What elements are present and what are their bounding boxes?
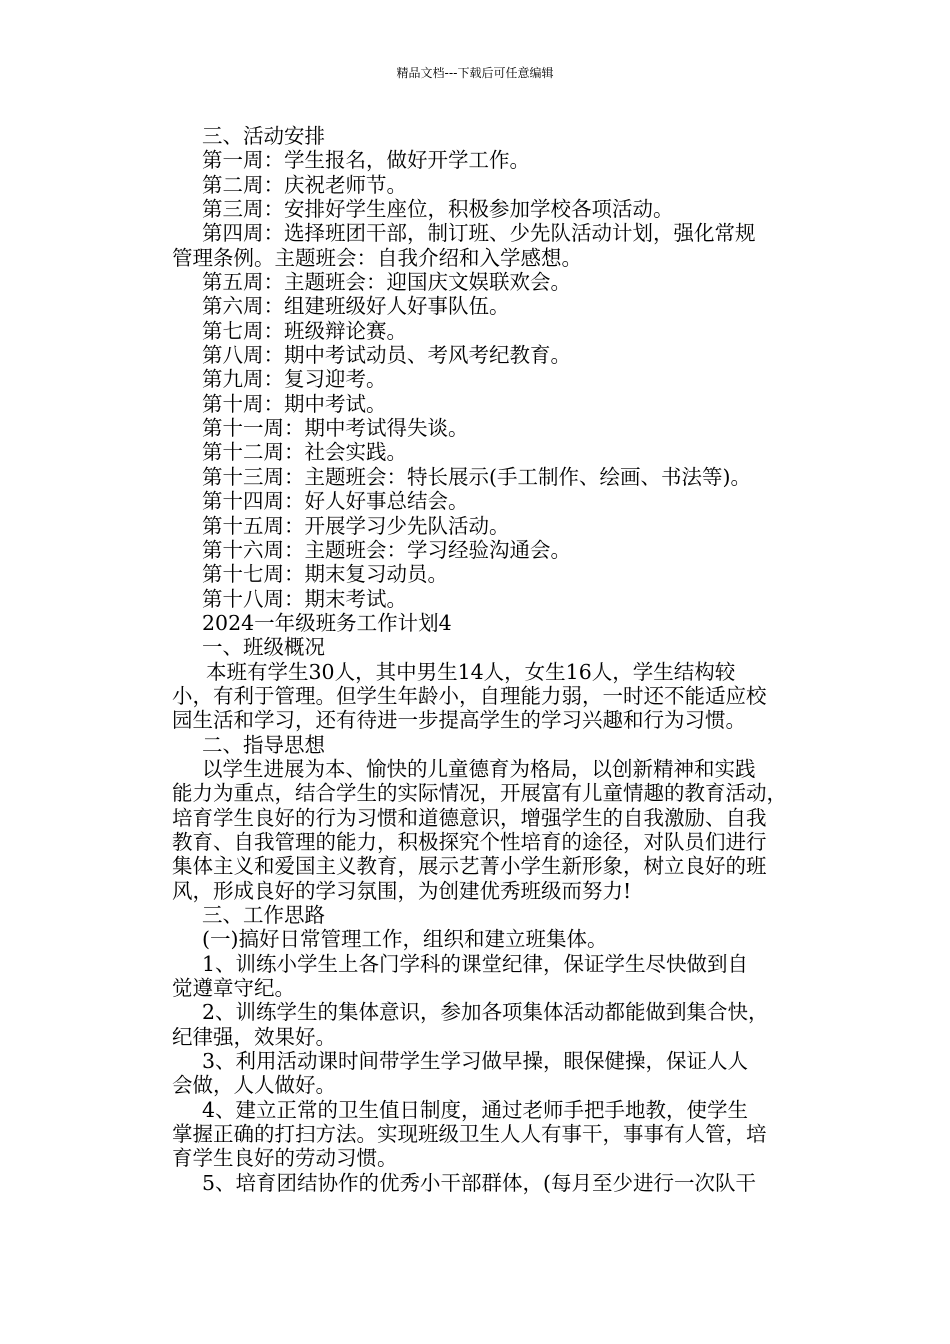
text-line: 2、训练学生的集体意识，参加各项集体活动都能做到集合快， <box>202 1000 769 1025</box>
text-line: 第三周：安排好学生座位，积极参加学校各项活动。 <box>202 197 674 222</box>
text-line: 2024一年级班务工作计划4 <box>202 610 452 635</box>
text-line: 第五周：主题班会：迎国庆文娱联欢会。 <box>202 270 571 295</box>
document-body <box>172 124 812 1195</box>
text-line: 能力为重点，结合学生的实际情况，开展富有儿童情趣的教育活动， <box>172 781 787 806</box>
text-line: 园生活和学习，还有待进一步提高学生的学习兴趣和行为习惯。 <box>172 708 746 733</box>
text-line: 三、工作思路 <box>202 903 325 927</box>
text-line: 第十七周：期末复习动员。 <box>202 562 448 587</box>
text-line: 觉遵章守纪。 <box>172 976 295 1001</box>
text-line: 培育学生良好的行为习惯和道德意识，增强学生的自我激励、自我 <box>172 805 767 830</box>
text-line: 管理条例。主题班会：自我介绍和入学感想。 <box>172 245 582 270</box>
text-line: 第十六周：主题班会：学习经验沟通会。 <box>202 537 571 562</box>
text-line: 会做，人人做好。 <box>172 1073 336 1098</box>
text-line: 第七周：班级辩论赛。 <box>202 318 407 343</box>
text-line: 第十五周：开展学习少先队活动。 <box>202 513 510 538</box>
text-line: 以学生进展为本、愉快的儿童德育为格局，以创新精神和实践 <box>202 756 756 781</box>
text-line: 第一周：学生报名，做好开学工作。 <box>202 148 530 173</box>
text-line: 掌握正确的打扫方法。实现班级卫生人人有事干，事事有人管，培 <box>172 1122 767 1147</box>
text-line: 小，有利于管理。但学生年龄小，自理能力弱，一时还不能适应校 <box>172 683 767 708</box>
text-line: 第九周：复习迎考。 <box>202 367 387 392</box>
text-line: 第十周：期中考试。 <box>202 391 387 416</box>
text-line: 教育、自我管理的能力，积极探究个性培育的途径，对队员们进行 <box>172 829 767 854</box>
text-line: (一)搞好日常管理工作，组织和建立班集体。 <box>202 927 608 952</box>
text-line: 1、训练小学生上各门学科的课堂纪律，保证学生尽快做到自 <box>202 951 749 976</box>
text-line: 本班有学生30人，其中男生14人，女生16人，学生结构较 <box>206 659 736 684</box>
text-line: 第四周：选择班团干部，制订班、少先队活动计划，强化常规 <box>202 221 756 246</box>
text-line: 4、建立正常的卫生值日制度，通过老师手把手地教，使学生 <box>202 1097 749 1122</box>
text-line: 第十三周：主题班会：特长展示(手工制作、绘画、书法等)。 <box>202 464 751 489</box>
text-line: 第十二周：社会实践。 <box>202 440 407 465</box>
text-line: 第十四周：好人好事总结会。 <box>202 489 469 514</box>
text-line: 5、培育团结协作的优秀小干部群体，(每月至少进行一次队干 <box>202 1170 757 1195</box>
page-header: 精品文档---下载后可任意编辑 <box>396 66 554 80</box>
text-line: 二、指导思想 <box>202 732 325 757</box>
text-line: 风，形成良好的学习氛围，为创建优秀班级而努力! <box>172 878 632 903</box>
text-line: 第八周：期中考试动员、考风考纪教育。 <box>202 343 571 368</box>
text-line: 纪律强，效果好。 <box>172 1024 336 1049</box>
text-line: 育学生良好的劳动习惯。 <box>172 1146 398 1171</box>
text-line: 三、活动安排 <box>202 124 325 148</box>
text-line: 第十一周：期中考试得失谈。 <box>202 416 469 441</box>
text-line: 第二周：庆祝老师节。 <box>202 172 407 197</box>
text-line: 第十八周：期末考试。 <box>202 586 407 611</box>
text-line: 3、利用活动课时间带学生学习做早操，眼保健操，保证人人 <box>202 1049 749 1074</box>
text-line: 第六周：组建班级好人好事队伍。 <box>202 294 510 319</box>
text-line: 一、班级概况 <box>202 635 325 660</box>
text-line: 集体主义和爱国主义教育，展示艺菁小学生新形象，树立良好的班 <box>172 854 767 879</box>
